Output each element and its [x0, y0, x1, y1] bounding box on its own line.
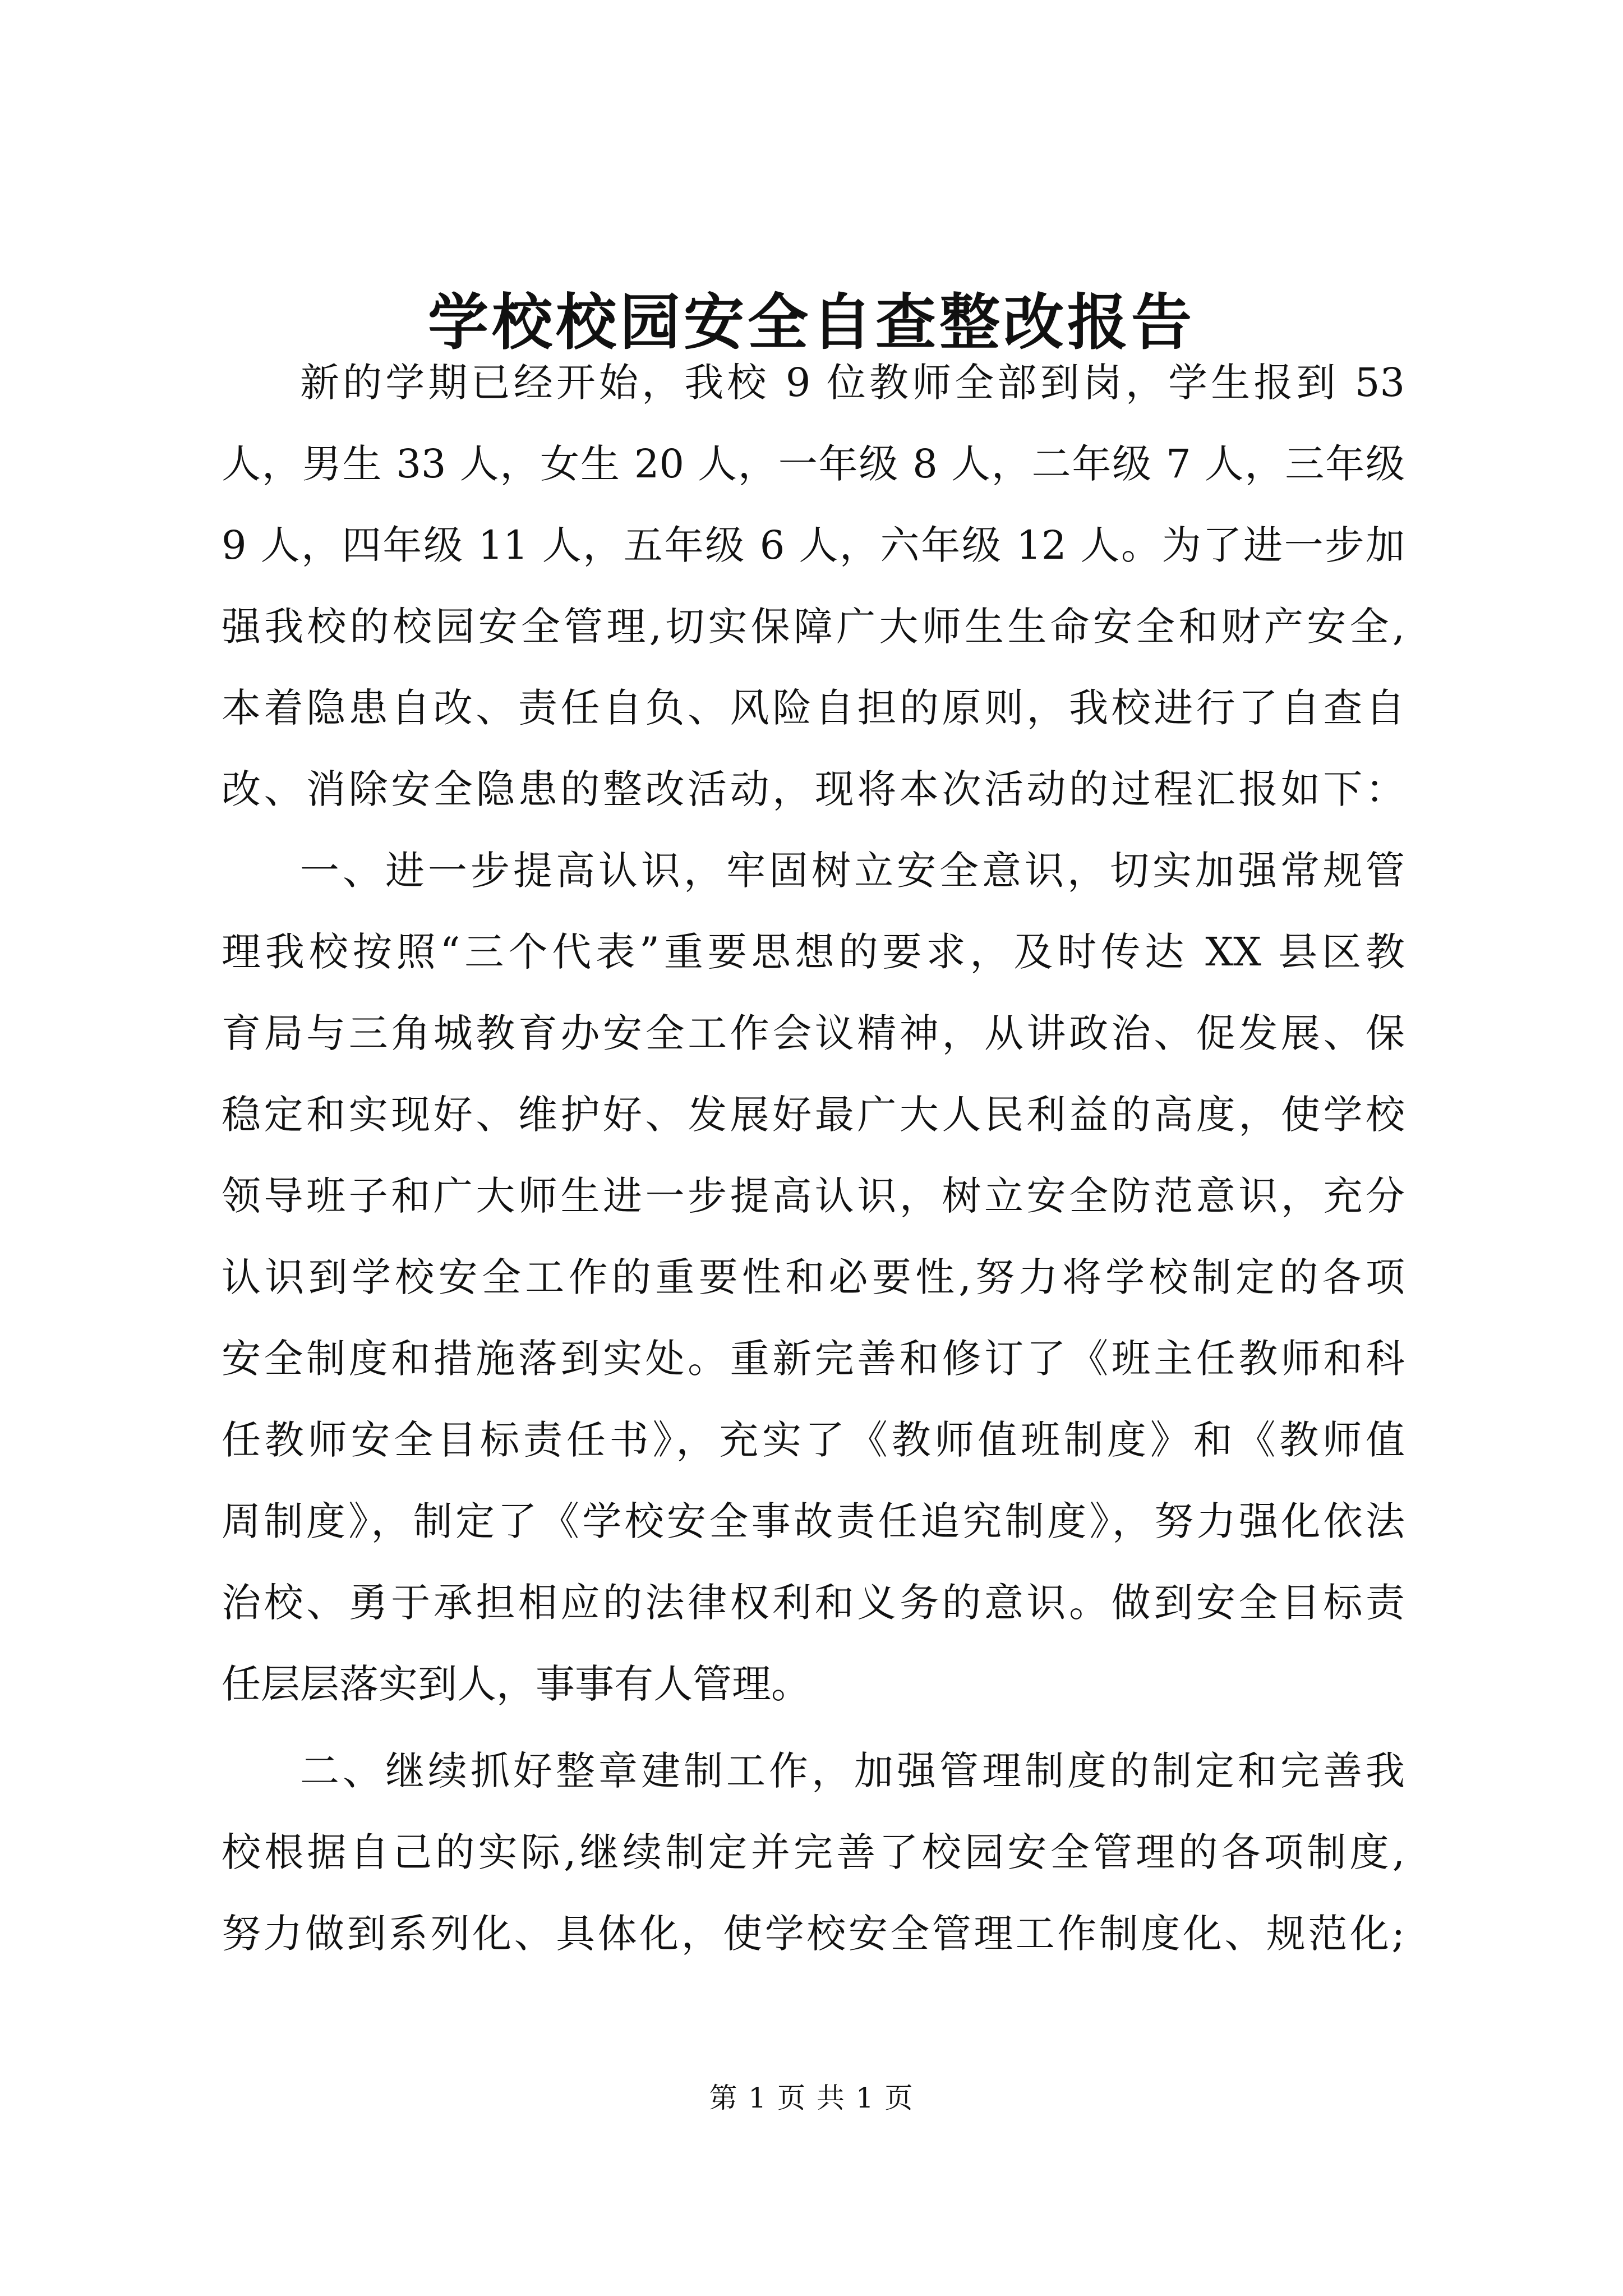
text-line: 安全制度和措施落到实处。重新完善和修订了《班主任教师和科 [222, 1336, 1405, 1382]
text-line: 领导班子和广大师生进一步提高认识，树立安全防范意识，充分 [222, 1173, 1405, 1219]
text-line: 改、消除安全隐患的整改活动，现将本次活动的过程汇报如下： [222, 766, 1405, 812]
text-line: 人，男生 33 人，女生 20 人，一年级 8 人，二年级 7 人，三年级 [222, 441, 1405, 487]
text-line: 治校、勇于承担相应的法律权利和义务的意识。做到安全目标责 [222, 1580, 1405, 1626]
text-line: 周制度》，制定了《学校安全事故责任追究制度》，努力强化依法 [222, 1498, 1405, 1544]
paragraph-3 [222, 1731, 1405, 1975]
text-line: 育局与三角城教育办安全工作会议精神，从讲政治、促发展、保 [222, 1010, 1405, 1056]
text-line: 稳定和实现好、维护好、发展好最广大人民利益的高度，使学校 [222, 1092, 1405, 1138]
text-line: 努力做到系列化、具体化，使学校安全管理工作制度化、规范化; [222, 1911, 1405, 1957]
text-line: 一、进一步提高认识，牢固树立安全意识，切实加强常规管 [300, 848, 1405, 894]
page-footer: 第 1 页 共 1 页 [709, 2082, 914, 2114]
document-title: 学校校园安全自查整改报告 [427, 287, 1195, 358]
text-line: 认识到学校安全工作的重要性和必要性,努力将学校制定的各项 [222, 1254, 1405, 1300]
text-line: 本着隐患自改、责任自负、风险自担的原则，我校进行了自查自 [222, 685, 1405, 731]
paragraph-gap [222, 1725, 1405, 1731]
text-line: 校根据自己的实际,继续制定并完善了校园安全管理的各项制度, [222, 1829, 1405, 1875]
text-line: 9 人，四年级 11 人，五年级 6 人，六年级 12 人。为了进一步加 [222, 522, 1405, 568]
paragraph-2 [222, 830, 1405, 1725]
paragraph-1 [222, 342, 1405, 830]
text-line: 任教师安全目标责任书》，充实了《教师值班制度》和《教师值 [222, 1417, 1405, 1463]
text-line: 新的学期已经开始，我校 9 位教师全部到岗，学生报到 53 [300, 360, 1405, 406]
text-line: 强我校的校园安全管理,切实保障广大师生生命安全和财产安全, [222, 604, 1405, 650]
document-body [222, 342, 1405, 1975]
text-line: 二、继续抓好整章建制工作，加强管理制度的制定和完善我 [300, 1748, 1405, 1794]
text-line: 理我校按照“三个代表”重要思想的要求，及时传达 XX 县区教 [222, 929, 1405, 975]
text-line: 任层层落实到人，事事有人管理。 [222, 1661, 810, 1707]
